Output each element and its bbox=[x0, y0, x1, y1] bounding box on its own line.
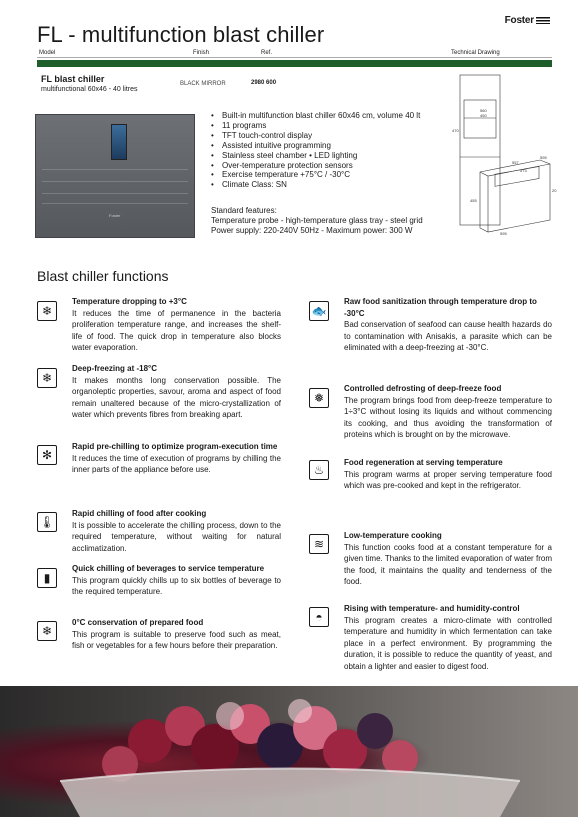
function-description: The program brings food from deep-freeze temperature to 1÷3°C without losing its liquids and without commencing its cooking, and thus avoiding the transformation of proteins which is brought on by the microwave. bbox=[344, 395, 552, 439]
function-item bbox=[344, 457, 552, 492]
feature-item: • Over-temperature protection sensors bbox=[211, 161, 420, 171]
function-title: Rapid chilling of food after cooking bbox=[72, 509, 207, 518]
page-title: FL - multifunction blast chiller bbox=[37, 22, 325, 47]
spec-header bbox=[37, 49, 552, 58]
feature-item: • Stainless steel chamber • LED lighting bbox=[211, 151, 420, 161]
function-item bbox=[72, 296, 281, 354]
heat-waves-icon: ≋ bbox=[309, 534, 329, 554]
dimension-label: 595 bbox=[500, 231, 507, 236]
standard-features bbox=[211, 206, 451, 236]
dough-rising-icon: ◓ bbox=[309, 607, 329, 627]
spec-header-ref: Ref. bbox=[261, 50, 273, 56]
function-item bbox=[72, 617, 281, 652]
function-description: This program quickly chills up to six bottles of beverage to the required temperature. bbox=[72, 575, 281, 596]
feature-item: • 11 programs bbox=[211, 121, 420, 131]
dimension-label: 560 bbox=[480, 108, 487, 113]
accent-bar bbox=[37, 60, 552, 67]
snowflake-icon: ❄ bbox=[37, 368, 57, 388]
function-item bbox=[344, 383, 552, 441]
standard-features-line: Power supply: 220-240V 50Hz - Maximum power: 300 W bbox=[211, 226, 413, 235]
dimension-label: 455 bbox=[470, 198, 477, 203]
dimension-label: 450 bbox=[480, 113, 487, 118]
spec-header-technical-drawing: Technical Drawing bbox=[451, 50, 500, 56]
product-name: FL blast chiller bbox=[41, 74, 105, 84]
function-description: This program warms at proper serving temperature food which was pre-cooked and kept in the refrigerator. bbox=[344, 469, 552, 490]
function-description: This program creates a micro-climate with controlled temperature and humidity in which fermentation can take place in a perfect environment. By programming the duration, it is possible to reduce the quantity of yeast, and obtain a lighter and easier to digest food. bbox=[344, 615, 552, 671]
function-item bbox=[344, 530, 552, 588]
function-description: This program is suitable to preserve food such as meat, fish or vegetables for a few hours before their preparation. bbox=[72, 629, 281, 650]
dimension-label: 595 bbox=[540, 155, 547, 160]
steaming-bowl-icon: ♨ bbox=[309, 460, 329, 480]
function-title: Rapid pre-chilling to optimize program-execution time bbox=[72, 442, 278, 451]
thermometer-icon: 🌡 bbox=[37, 512, 57, 532]
product-ref: 2980 600 bbox=[251, 80, 277, 86]
feature-list bbox=[211, 111, 420, 190]
function-title: Quick chilling of beverages to service temperature bbox=[72, 564, 265, 573]
dimension-label: 557 bbox=[512, 160, 519, 165]
snowflake-icon: ❄ bbox=[37, 301, 57, 321]
function-description: It reduces the time of permanence in the bacteria proliferation temperature range, and increases the shelf-life of food. The quick drop in temperature also blocks water evaporation. bbox=[72, 308, 281, 352]
function-title: Rising with temperature- and humidity-control bbox=[344, 604, 520, 613]
spec-header-finish: Finish bbox=[193, 50, 210, 56]
snowflake-plus-icon: ✻ bbox=[37, 445, 57, 465]
function-title: Deep-freezing at -18°C bbox=[72, 364, 157, 373]
function-item bbox=[72, 363, 281, 421]
appliance-logo: Foster bbox=[109, 213, 121, 218]
product-image bbox=[35, 114, 195, 238]
function-description: It is possible to accelerate the chilling process, down to the required temperature, without waiting for natural acclimatization. bbox=[72, 520, 281, 553]
function-item bbox=[72, 563, 281, 598]
dimension-label: 20 bbox=[552, 188, 557, 193]
standard-features-line: Temperature probe - high-temperature glass tray - steel grid bbox=[211, 216, 423, 225]
feature-item: • Exercise temperature +75°C / -30°C bbox=[211, 170, 420, 180]
dimension-label: 573 bbox=[520, 168, 527, 173]
function-description: Bad conservation of seafood can cause health hazards do to contamination with Anisakis, a parasite which can be eliminated with a deep-freezing at -30°C. bbox=[344, 320, 552, 352]
function-title: Low-temperature cooking bbox=[344, 531, 442, 540]
standard-features-label: Standard features: bbox=[211, 206, 277, 215]
feature-item: • Climate Class: SN bbox=[211, 180, 420, 190]
section-title: Blast chiller functions bbox=[37, 268, 169, 284]
feature-item: • Built-in multifunction blast chiller 60x46 cm, volume 40 lt bbox=[211, 111, 420, 121]
function-title: Temperature dropping to +3°C bbox=[72, 297, 187, 306]
product-finish: BLACK MIRROR bbox=[180, 81, 226, 87]
snowflake-icon: ❄ bbox=[37, 621, 57, 641]
dimension-label: 470 bbox=[452, 128, 459, 133]
brand-mark-icon bbox=[536, 17, 550, 24]
niche-outline bbox=[464, 100, 496, 138]
bottle-icon: ▮ bbox=[37, 568, 57, 588]
product-description: multifunctional 60x46 - 40 litres bbox=[41, 86, 138, 93]
function-title: Food regeneration at serving temperature bbox=[344, 458, 503, 467]
defrost-icon: ❅ bbox=[309, 388, 329, 408]
berries-photo bbox=[0, 686, 578, 817]
display-panel bbox=[111, 124, 127, 160]
function-item bbox=[344, 296, 552, 354]
function-description: It makes months long conservation possible. The organoleptic properties, savour, aroma and aspect of food remain unaltered because of the micro-crystallization of water which prevents fibres from breaking apart. bbox=[72, 375, 281, 419]
function-item bbox=[344, 603, 552, 672]
function-title: Controlled defrosting of deep-freeze food bbox=[344, 384, 502, 393]
feature-item: • TFT touch-control display bbox=[211, 131, 420, 141]
function-description: This function cooks food at a constant temperature for a given time. Thanks to the limited evaporation of water from the food, it maintains the quality and tenderness of the food. bbox=[344, 542, 552, 586]
function-item bbox=[72, 508, 281, 554]
function-title: Raw food sanitization through temperature drop to -30°C bbox=[344, 297, 537, 318]
technical-drawing bbox=[440, 72, 555, 237]
function-description: It reduces the time of execution of programs by chilling the inner parts of the appliance before use. bbox=[72, 453, 281, 474]
door-handle-outline bbox=[495, 167, 539, 187]
feature-item: • Assisted intuitive programming bbox=[211, 141, 420, 151]
spec-header-model: Model bbox=[39, 50, 56, 56]
fish-icon: 🐟 bbox=[309, 301, 329, 321]
function-title: 0°C conservation of prepared food bbox=[72, 618, 204, 627]
brand-logo: Foster bbox=[505, 15, 550, 26]
function-item bbox=[72, 441, 281, 476]
